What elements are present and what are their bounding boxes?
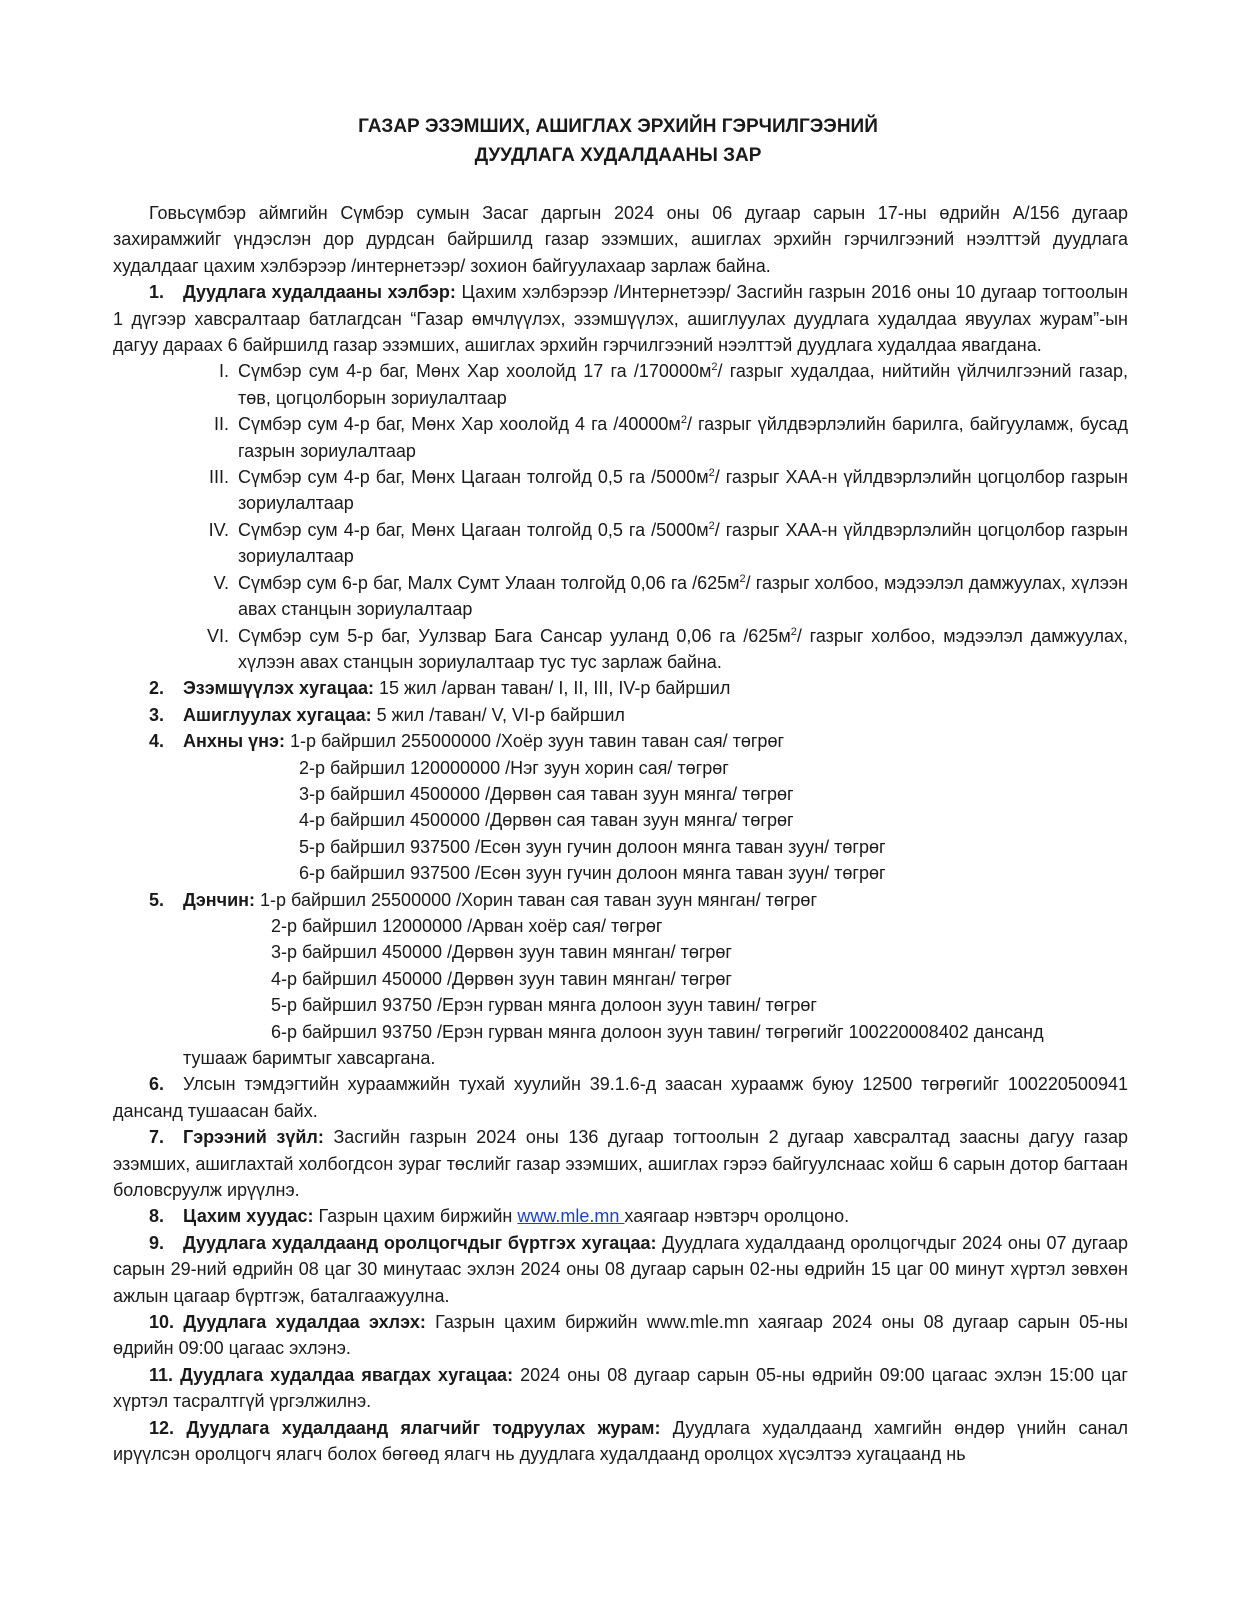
location-text: / газрыг холбоо, мэдээлэл дамжуулах, хүлээн авах станцын зориулалтаар	[238, 572, 1128, 620]
document-title	[0, 112, 1236, 170]
price-line: 5-р байршил 937500 /Есөн зуун гучин долоон мянга таван зуун/ төгрөг	[299, 836, 886, 857]
section-7	[113, 1124, 1128, 1203]
location-text: Сүмбэр сум 4-р баг, Мөнх Хар хоолойд 17 га /170000м	[238, 361, 712, 382]
section-heading: Дуудлага худалдаанд оролцогчдыг бүртгэх хугацаа:	[183, 1232, 657, 1253]
location-text: Сүмбэр сум 4-р баг, Мөнх Цагаан толгойд 0,5 га /5000м	[238, 519, 709, 540]
section-text: Цахим хэлбэрээр /Интернетээр/ Засгийн газрын 2016 оны 10 дугаар тогтоолын 1 дүгээр хавсралтаар батлагдсан “Газар өмчлүүлэх, эзэмшүүлэх, ашиглуулах дуудлага худалдаа явуулах журам”-ын дагуу дараах 6 байршилд газар эзэмших, ашиглах эрхийн гэрчилгээний нээлттэй дуудлага худалдаа явагдана.	[113, 282, 1128, 356]
section-text: Дуудлага худалдаанд оролцогчдыг 2024 оны 07 дугаар сарын 29-ний өдрийн 08 цаг 30 минутаас эхлэн 2024 оны 08 дугаар сарын 02-ны өдрийн 15 цаг 00 минут хүртэл зөвхөн ажлын цагаар бүртгэж, баталгаажуулна.	[113, 1232, 1128, 1306]
deposit-tail: тушааж баримтыг хавсаргана.	[183, 1048, 436, 1068]
superscript: 2	[680, 414, 687, 427]
section-heading: Анхны үнэ:	[183, 731, 285, 752]
section-heading: Дуудлага худалдаанд ялагчийг тодруулах журам:	[186, 1417, 661, 1438]
section-text: Газрын цахим биржийн www.mle.mn хаягаар 2024 оны 08 дугаар сарын 05-ны өдрийн 09:00 цагаас эхлэнэ.	[113, 1312, 1128, 1359]
section-heading: Цахим хуудас:	[183, 1206, 314, 1227]
roman-numeral: VI.	[206, 625, 229, 646]
location-text: Сүмбэр сум 4-р баг, Мөнх Хар хоолойд 4 га /40000м	[238, 414, 681, 435]
section-text: 5 жил /таван/ V, VI-р байршил	[371, 704, 625, 725]
superscript: 2	[708, 519, 715, 532]
section-number: 3.	[149, 704, 165, 725]
section-number: 4.	[149, 731, 165, 752]
deposit-line: 4-р байршил 450000 /Дөрвөн зуун тавин мянган/ төгрөг	[271, 968, 732, 989]
section-number: 5.	[149, 889, 165, 910]
intro-paragraph: Говьсүмбэр аймгийн Сүмбэр сумын Засаг даргын 2024 оны 06 дугаар сарын 17-ны өдрийн А/156 дугаар захирамжийг үндэслэн дор дурдсан байршилд газар эзэмших, ашиглах эрхийн гэрчилгээний нээлттэй дуудлага худалдааг цахим хэлбэрээр /интернетээр/ зохион байгуулахаар зарлаж байна.	[113, 203, 1128, 276]
section-number: 8.	[149, 1206, 165, 1227]
section-text: Улсын тэмдэгтийн хураамжийн тухай хуулийн 39.1.6-д заасан хураамж буюу 12500 төгрөгийг 100220500941 дансанд тушаасан байх.	[113, 1074, 1128, 1121]
section-number: 6.	[149, 1074, 165, 1095]
section-number: 7.	[149, 1127, 165, 1148]
section-heading: Ашиглуулах хугацаа:	[183, 704, 372, 725]
location-text: Сүмбэр сум 4-р баг, Мөнх Цагаан толгойд 0,5 га /5000м	[238, 467, 709, 488]
section-heading: Гэрээний зүйл:	[183, 1127, 324, 1148]
deposit-line: 3-р байршил 450000 /Дөрвөн зуун тавин мянган/ төгрөг	[271, 942, 732, 963]
roman-numeral: I.	[218, 361, 229, 382]
section-text: 2024 оны 08 дугаар сарын 05-ны өдрийн 09:00 цагаас эхлэн 15:00 цаг хүртэл тасралтгүй үргэлжилнэ.	[113, 1364, 1128, 1412]
superscript: 2	[790, 625, 797, 638]
section-12	[113, 1415, 1128, 1468]
section-heading: Дуудлага худалдааны хэлбэр:	[183, 282, 456, 303]
deposit-line: 2-р байршил 12000000 /Арван хоёр сая/ төгрөг	[271, 915, 663, 936]
section-8	[113, 1203, 1128, 1229]
roman-numeral: IV.	[208, 519, 229, 540]
superscript: 2	[739, 572, 746, 585]
location-text: / газрыг холбоо, мэдээлэл дамжуулах, хүлээн авах станцын зориулалтаар тус тус зарлаж байна.	[238, 625, 1128, 672]
section-11	[113, 1362, 1128, 1415]
section-2	[113, 675, 1128, 701]
deposit-line: 6-р байршил 93750 /Ерэн гурван мянга долоон зуун тавин/ төгрөгийг 100220008402 дансанд	[271, 1021, 1044, 1042]
price-line: 1-р байршил 255000000 /Хоёр зуун тавин таван сая/ төгрөг	[284, 731, 785, 752]
deposit-line: 5-р байршил 93750 /Ерэн гурван мянга долоон зуун тавин/ төгрөг	[271, 995, 817, 1016]
title-line-1: ГАЗАР ЭЗЭМШИХ, АШИГЛАХ ЭРХИЙН ГЭРЧИЛГЭЭНИЙ	[358, 116, 878, 137]
location-text: / газрыг худалдаа, нийтийн үйлчилгээний газар, төв, цогцолборын зориулалтаар	[238, 361, 1128, 408]
section-4	[113, 728, 1128, 754]
section-text: Газрын цахим биржийн	[313, 1206, 518, 1227]
section-text: 15 жил /арван таван/ I, II, III, IV-р байршил	[374, 678, 731, 699]
section-number: 2.	[149, 678, 165, 699]
price-line: 4-р байршил 4500000 /Дөрвөн сая таван зуун мянга/ төгрөг	[299, 810, 794, 831]
section-text: Дуудлага худалдаанд хамгийн өндөр үнийн санал ирүүлсэн оролцогч ялагч болох бөгөөд ялагч нь дуудлага худалдаанд оролцох хүсэлтээ хугацаанд нь	[113, 1417, 1128, 1465]
location-item	[113, 570, 1128, 623]
location-text: / газрыг үйлдвэрлэлийн барилга, байгууламж, бусад газрын зориулалтаар	[238, 414, 1128, 461]
location-item	[113, 517, 1128, 570]
section-text: Засгийн газрын 2024 оны 136 дугаар тогтоолын 2 дугаар хавсралтад заасны дагуу газар эзэмших, ашиглахтай холбогдсон зураг төслийг газар эзэмших, ашиглах гэрээ байгуулснаас хойш 6 сарын дотор багтаан боловсруулж ирүүлнэ.	[113, 1127, 1128, 1201]
superscript: 2	[708, 467, 715, 480]
location-item	[113, 464, 1128, 517]
superscript: 2	[711, 361, 718, 374]
section-number: 10.	[149, 1312, 175, 1333]
title-line-2: ДУУДЛАГА ХУДАЛДААНЫ ЗАР	[474, 145, 762, 166]
section-heading: Эзэмшүүлэх хугацаа:	[183, 678, 374, 699]
section-heading: Дэнчин:	[183, 889, 256, 910]
document-body	[113, 200, 1128, 1468]
location-text: Сүмбэр сум 6-р баг, Малх Сумт Улаан толгойд 0,06 га /625м	[238, 572, 740, 593]
section-heading: Дуудлага худалдаа эхлэх:	[183, 1312, 426, 1333]
location-item	[113, 358, 1128, 411]
section-6	[113, 1071, 1128, 1124]
roman-numeral: V.	[213, 572, 229, 593]
section-5	[113, 887, 1128, 913]
deposit-line: 1-р байршил 25500000 /Хорин таван сая таван зуун мянган/ төгрөг	[255, 889, 818, 910]
roman-numeral: III.	[208, 467, 229, 488]
section-text: хаягаар нэвтэрч оролцоно.	[624, 1206, 850, 1227]
location-item	[113, 623, 1128, 676]
location-text: Сүмбэр сум 5-р баг, Уулзвар Бага Сансар ууланд 0,06 га /625м	[238, 625, 791, 646]
section-number: 12.	[149, 1417, 175, 1438]
roman-numeral: II.	[213, 414, 229, 435]
location-text: / газрыг ХАА-н үйлдвэрлэлийн цогцолбор газрын зориулалтаар	[238, 519, 1128, 567]
location-item	[113, 411, 1128, 464]
section-10	[113, 1309, 1128, 1362]
mle-link[interactable]: www.mle.mn	[517, 1206, 625, 1227]
location-text: / газрыг ХАА-н үйлдвэрлэлийн цогцолбор газрын зориулалтаар	[238, 467, 1128, 514]
price-line: 2-р байршил 120000000 /Нэг зуун хорин сая/ төгрөг	[299, 757, 729, 778]
section-number: 11.	[149, 1364, 174, 1385]
section-1	[113, 279, 1128, 358]
price-line: 6-р байршил 937500 /Есөн зуун гучин долоон мянга таван зуун/ төгрөг	[299, 863, 886, 884]
section-heading: Дуудлага худалдаа явагдах хугацаа:	[180, 1364, 514, 1385]
price-line: 3-р байршил 4500000 /Дөрвөн сая таван зуун мянга/ төгрөг	[299, 783, 794, 804]
section-9	[113, 1230, 1128, 1309]
section-number: 1.	[149, 282, 165, 303]
section-number: 9.	[149, 1232, 165, 1253]
section-3	[113, 702, 1128, 728]
